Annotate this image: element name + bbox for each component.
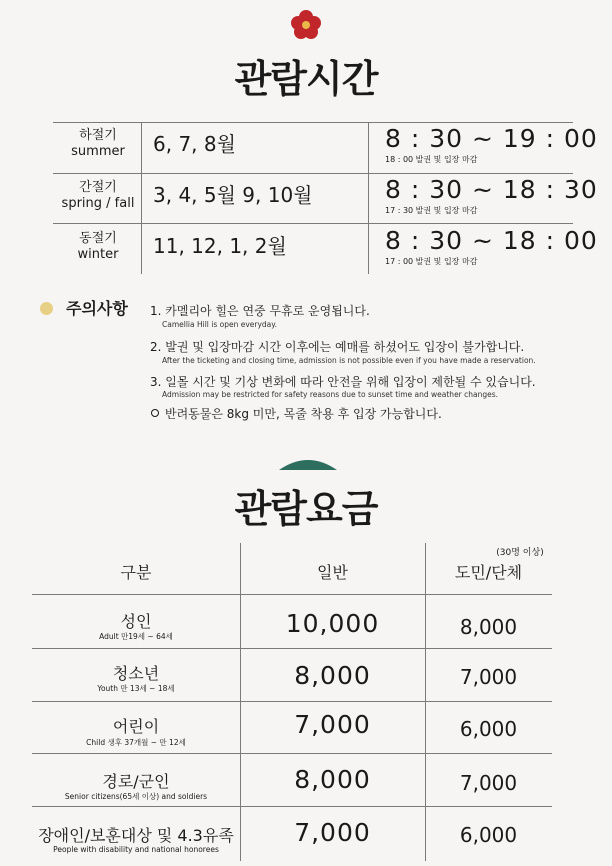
notice-item-en: Admission may be restricted for safety reasons due to sunset time and weather changes. <box>162 390 499 399</box>
season-label: 동절기 winter <box>77 231 119 262</box>
fee-category: 장애인/보훈대상 및 4.3유족 <box>38 826 234 845</box>
camellia-flower-icon <box>291 10 321 40</box>
fees-col-divider <box>425 543 426 861</box>
hours-divider <box>53 173 573 174</box>
fees-title: 관람요금 <box>234 487 378 531</box>
notice-item: 3. 일몰 시간 및 기상 변화에 따라 안전을 위해 입장이 제한될 수 있습니다. <box>150 375 536 389</box>
fees-divider <box>32 648 552 649</box>
fees-header-group: 도민/단체 <box>454 563 523 582</box>
fees-table <box>32 543 552 861</box>
fee-general: 10,000 <box>285 609 380 638</box>
fee-category: 성인 <box>120 612 152 631</box>
circle-bullet-icon <box>151 409 159 417</box>
fee-group: 7,000 <box>459 665 518 689</box>
fees-divider <box>32 753 552 754</box>
fee-general: 7,000 <box>294 818 371 847</box>
season-label: 하절기 summer <box>71 128 125 159</box>
fee-category-sub: Youth 만 13세 ~ 18세 <box>97 684 175 693</box>
fees-header-category: 구분 <box>120 563 152 582</box>
fee-category: 청소년 <box>112 664 160 683</box>
closing-note: 18 : 00 발권 및 입장 마감 <box>385 155 478 164</box>
hours-title: 관람시간 <box>234 57 378 101</box>
fees-divider <box>32 594 552 595</box>
fee-category: 경로/군인 <box>102 772 170 791</box>
notice-item-en: Camellia Hill is open everyday. <box>162 320 278 329</box>
fees-header-general: 일반 <box>317 563 348 582</box>
fee-category-sub: Adult 만19세 ~ 64세 <box>99 632 173 641</box>
hours-col-divider <box>368 122 369 274</box>
fees-col-divider <box>240 543 241 861</box>
fees-divider <box>32 806 552 807</box>
yellow-dot-icon <box>40 302 53 315</box>
closing-note: 17 : 30 발권 및 입장 마감 <box>385 206 478 215</box>
season-months: 3, 4, 5월 9, 10월 <box>153 183 313 207</box>
notice-title: 주의사항 <box>66 299 128 318</box>
season-months: 11, 12, 1, 2월 <box>153 234 287 258</box>
notice-pet: 반려동물은 8kg 미만, 목줄 착용 후 입장 가능합니다. <box>165 407 442 421</box>
fee-general: 7,000 <box>294 710 371 739</box>
fee-category: 어린이 <box>112 717 160 736</box>
closing-note: 17 : 00 발권 및 입장 마감 <box>385 257 478 266</box>
fee-group: 6,000 <box>459 717 518 741</box>
opening-time: 8 : 30 ~ 19 : 00 <box>385 124 598 153</box>
hours-divider <box>53 122 573 123</box>
fee-group: 7,000 <box>459 771 518 795</box>
fee-group: 6,000 <box>459 823 518 847</box>
fee-category-sub: People with disability and national honorees <box>53 845 219 854</box>
green-mound-icon <box>279 456 337 470</box>
season-label: 간절기 spring / fall <box>61 180 135 211</box>
season-months: 6, 7, 8월 <box>153 132 236 156</box>
opening-time: 8 : 30 ~ 18 : 00 <box>385 226 598 255</box>
fees-divider <box>32 701 552 702</box>
fee-general: 8,000 <box>294 765 371 794</box>
fees-header-group-note: (30명 이상) <box>496 548 544 558</box>
fee-group: 8,000 <box>459 615 518 639</box>
notice-item: 2. 발권 및 입장마감 시간 이후에는 예매를 하셨어도 입장이 불가합니다. <box>150 340 525 354</box>
fee-category-sub: Senior citizens(65세 이상) and soldiers <box>64 792 208 801</box>
opening-time: 8 : 30 ~ 18 : 30 <box>385 175 598 204</box>
hours-divider <box>53 223 573 224</box>
notice-item: 1. 카멜리아 힐은 연중 무휴로 운영됩니다. <box>150 304 370 318</box>
notice-item-en: After the ticketing and closing time, admission is not possible even if you have made a reservation. <box>162 356 536 365</box>
fee-category-sub: Child 생후 37개월 ~ 만 12세 <box>86 738 186 747</box>
fee-general: 8,000 <box>294 661 371 690</box>
